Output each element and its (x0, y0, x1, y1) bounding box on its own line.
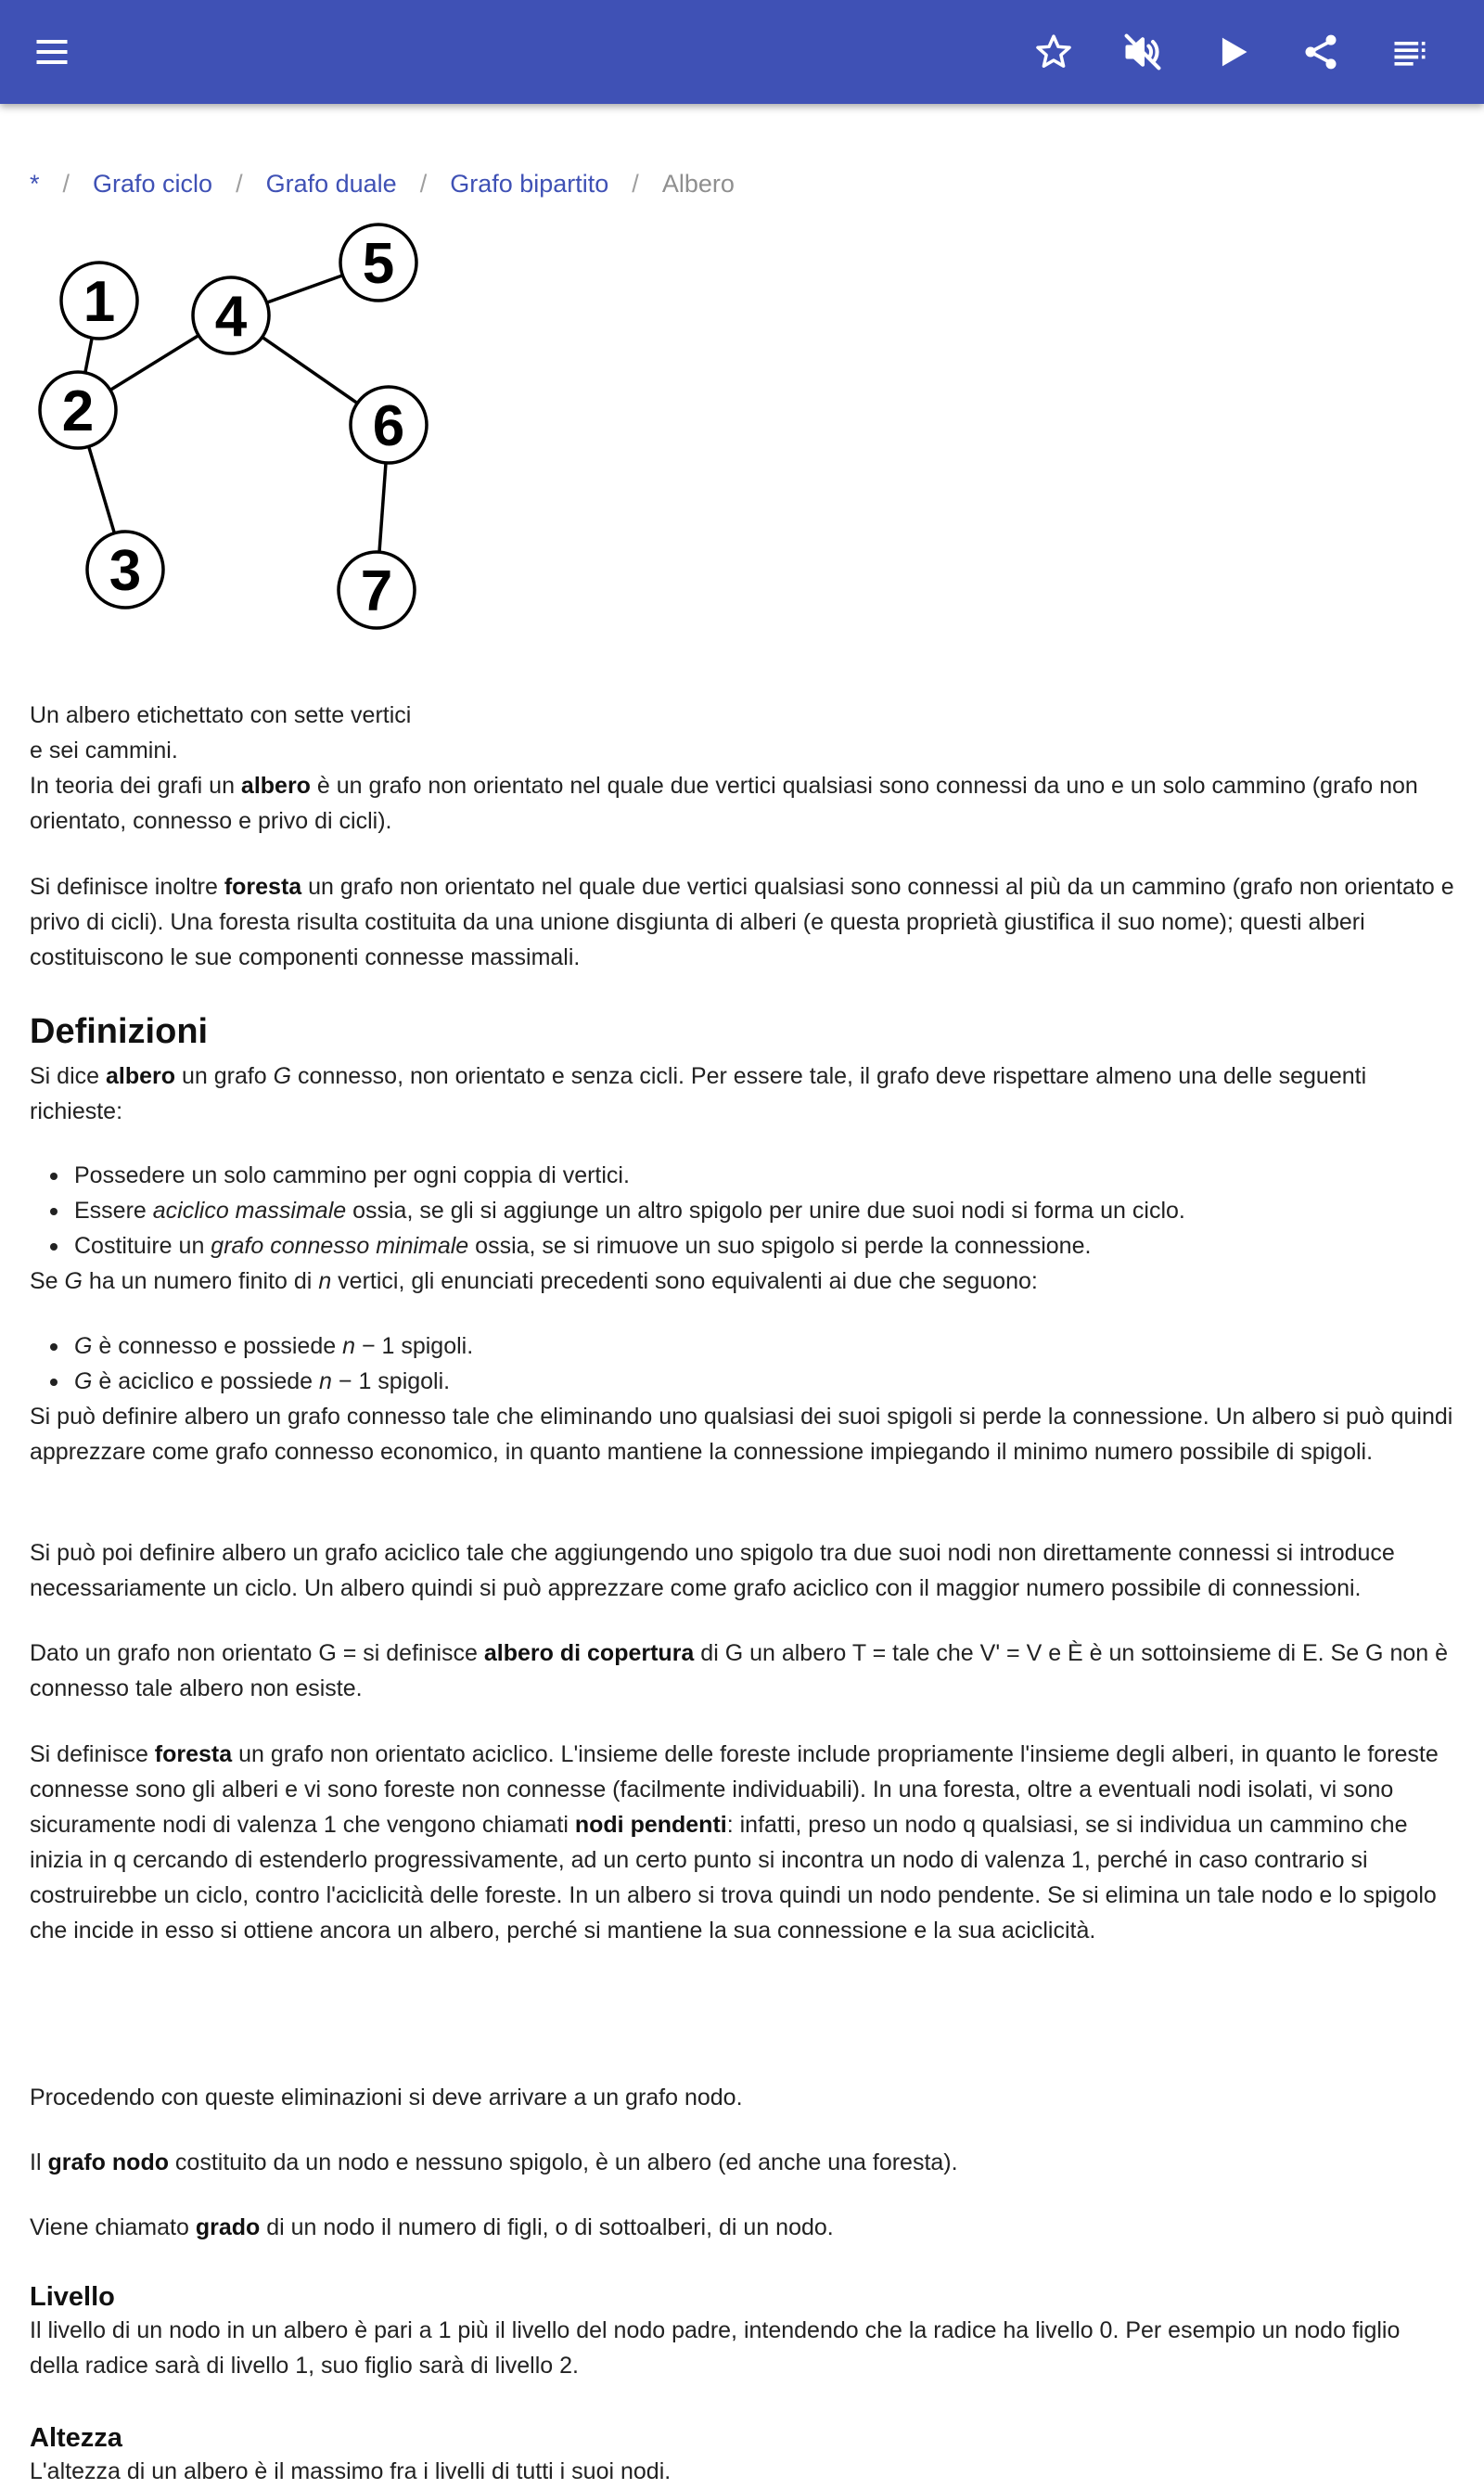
svg-text:5: 5 (362, 232, 395, 296)
heading-altezza: Altezza (30, 2423, 122, 2453)
svg-text:6: 6 (372, 394, 405, 458)
list-item: G è aciclico e possiede n − 1 spigoli. (30, 1364, 1454, 1399)
breadcrumb-separator: / (62, 170, 70, 198)
list-item: G è connesso e possiede n − 1 spigoli. (30, 1328, 1454, 1364)
definizioni-paragraph: Viene chiamato grado di un nodo il numero di figli, o di sottoalberi, di un nodo. (30, 2214, 834, 2240)
breadcrumb-current: Albero (661, 170, 735, 198)
term-foresta: foresta (224, 874, 302, 900)
svg-text:7: 7 (360, 559, 393, 623)
definizioni-paragraph: Procedendo con queste eliminazioni si deve arrivare a un grafo nodo. (30, 2085, 743, 2111)
list-item: Possedere un solo cammino per ogni coppia di vertici. (30, 1158, 1454, 1193)
star-icon[interactable] (1024, 22, 1083, 82)
equivalent-conditions-list (30, 1328, 1454, 1399)
graph-node (339, 552, 415, 628)
share-icon[interactable] (1291, 22, 1350, 82)
breadcrumb-home[interactable]: * (30, 170, 40, 198)
graph-node (193, 277, 269, 353)
livello-paragraph: Il livello di un nodo in un albero è pari a 1 più il livello del nodo padre, intendendo che la radice ha livello 0. Per esempio un nodo figlio della radice sarà di livello 1, suo figlio sarà di livello 2. (30, 2317, 1401, 2379)
figure-caption (30, 698, 466, 768)
graph-node (351, 387, 427, 463)
breadcrumb-separator: / (632, 170, 639, 198)
app-bar (0, 0, 1484, 104)
figure-caption-line: Un albero etichettato con sette vertici (30, 702, 412, 728)
toc-icon[interactable] (1380, 22, 1439, 82)
graph-node (61, 263, 137, 339)
tree-diagram (30, 232, 438, 699)
breadcrumb-item-grafo-duale[interactable]: Grafo duale (265, 170, 397, 198)
figure-caption-line: e sei cammini. (30, 738, 178, 763)
definizioni-paragraph: Si definisce foresta un grafo non orientato aciclico. L'insieme delle foreste include propriamente l'insieme degli alberi, in quanto le foreste connesse sono gli alberi e vi sono foreste non connesse (facilmente individuabili). In una foresta, oltre a eventuali nodi isolati, vi sono sicuramente nodi di valenza 1 che vengono chiamati nodi pendenti: infatti, preso un nodo q qualsiasi, se si individua un cammino che inizia in q cercando di estenderlo progressivamente, ad un certo punto si incontra un nodo di valenza 1, perché in caso contrario si costruirebbe un ciclo, contro l'aciclicità delle foreste. In un albero si trova quindi un nodo pendente. Se si elimina un tale nodo e lo spigolo che incide in esso si ottiene ancora un albero, perché si mantiene la sua connessione e la sua aciclicità. (30, 1741, 1439, 1944)
play-icon[interactable] (1202, 22, 1261, 82)
volume-off-icon[interactable] (1113, 22, 1172, 82)
list-item: Costituire un grafo connesso minimale ossia, se si rimuove un suo spigolo si perde la connessione. (30, 1228, 1454, 1264)
intro-paragraph: In teoria dei grafi un albero è un grafo non orientato nel quale due vertici qualsiasi sono connessi da uno e un solo cammino (grafo non orientato, connesso e privo di cicli). (30, 773, 1418, 834)
heading-livello: Livello (30, 2282, 115, 2312)
definizioni-paragraph: Si può definire albero un grafo connesso tale che eliminando uno qualsiasi dei suoi spigoli si perde la connessione. Un albero si può quindi apprezzare come grafo connesso economico, in quanto mantiene la connessione impiegando il minimo numero possibile di spigoli. (30, 1404, 1453, 1465)
svg-text:3: 3 (109, 539, 142, 603)
graph-node (87, 532, 163, 608)
definizioni-paragraph: Si può poi definire albero un grafo aciclico tale che aggiungendo uno spigolo tra due suoi nodi non direttamente connessi si introduce necessariamente un ciclo. Un albero quindi si può apprezzare come grafo aciclico con il maggior numero possibile di connessioni. (30, 1540, 1395, 1601)
altezza-paragraph: L'altezza di un albero è il massimo fra i livelli di tutti i suoi nodi. (30, 2458, 672, 2484)
svg-text:2: 2 (61, 379, 95, 443)
breadcrumb (30, 165, 735, 202)
conditions-list (30, 1158, 1454, 1264)
intro-paragraph: Si definisce inoltre foresta un grafo non orientato nel quale due vertici qualsiasi sono connessi al più da un cammino (grafo non orientato e privo di cicli). Una foresta risulta costituita da una unione disgiunta di alberi (e questa proprietà giustifica il suo nome); questi alberi costituiscono le sue componenti connesse massimali. (30, 874, 1454, 970)
graph-node (40, 372, 116, 448)
heading-definizioni: Definizioni (30, 1012, 209, 1051)
svg-text:4: 4 (214, 285, 248, 349)
definizioni-paragraph: Se G ha un numero finito di n vertici, gli enunciati precedenti sono equivalenti ai due che seguono: (30, 1268, 1038, 1294)
breadcrumb-separator: / (419, 170, 428, 198)
definizioni-paragraph: Il grafo nodo costituito da un nodo e nessuno spigolo, è un albero (ed anche una foresta). (30, 2149, 958, 2175)
breadcrumb-separator: / (236, 170, 243, 198)
breadcrumb-item-grafo-ciclo[interactable]: Grafo ciclo (93, 170, 213, 198)
definizioni-paragraph: Si dice albero un grafo G connesso, non orientato e senza cicli. Per essere tale, il grafo deve rispettare almeno una delle seguenti richieste: (30, 1063, 1367, 1124)
graph-node (340, 225, 416, 301)
term-albero: albero (240, 773, 311, 799)
breadcrumb-item-grafo-bipartito[interactable]: Grafo bipartito (450, 170, 609, 198)
menu-icon[interactable] (22, 22, 82, 82)
definizioni-paragraph: Dato un grafo non orientato G = si definisce albero di copertura di G un albero T = tale che V' = V e È è un sottoinsieme di E. Se G non è connesso tale albero non esiste. (30, 1640, 1449, 1701)
svg-text:1: 1 (83, 270, 116, 334)
list-item: Essere aciclico massimale ossia, se gli si aggiunge un altro spigolo per unire due suoi nodi si forma un ciclo. (30, 1193, 1454, 1228)
